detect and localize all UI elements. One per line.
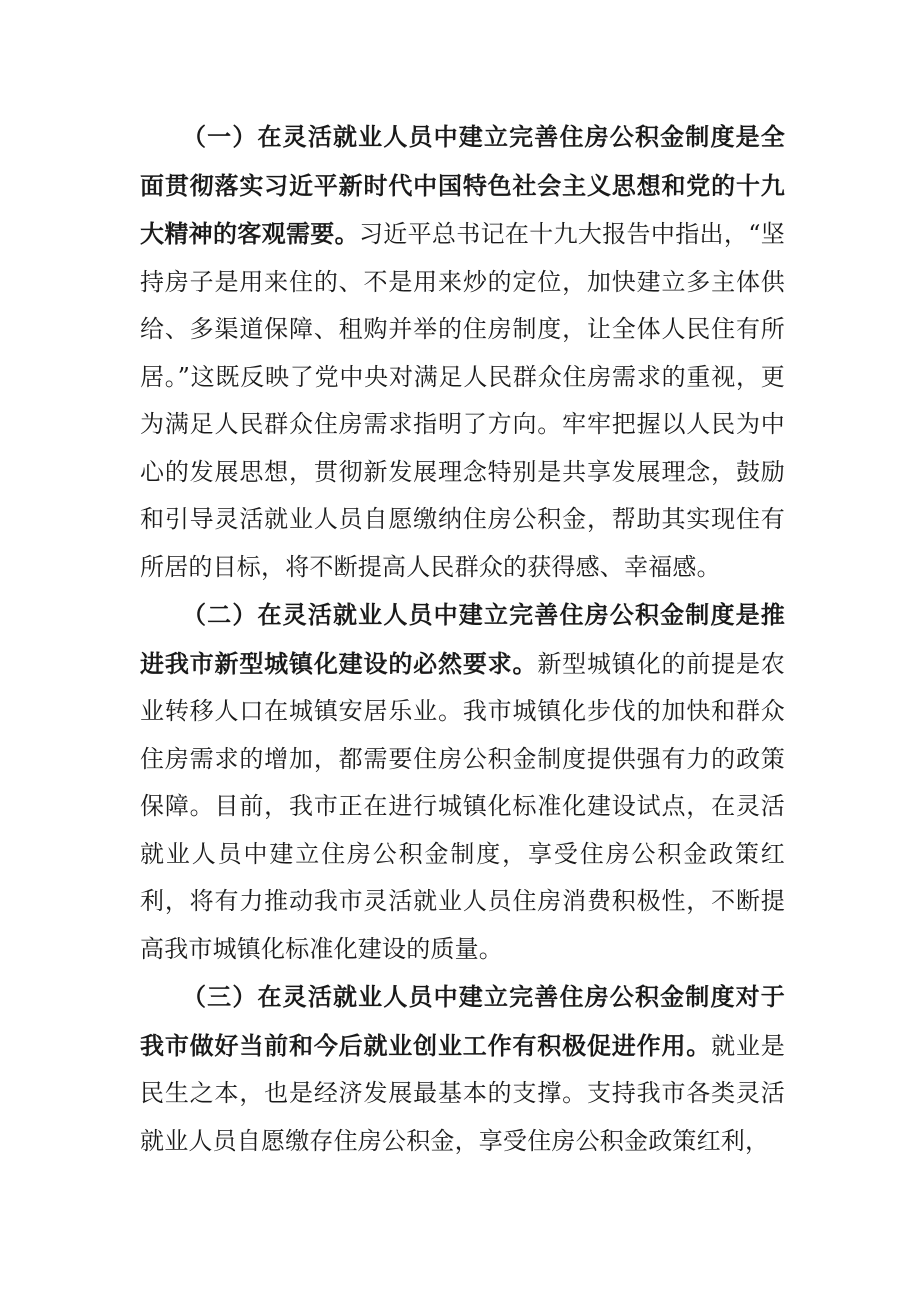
document-page xyxy=(140,113,785,1165)
paragraph-3-heading: （三）在灵活就业人员中建立完善住房公积金制度对于我市做好当前和今后就业创业工作有积极促进作用。 xyxy=(140,982,785,1060)
paragraph-1-body: 习近平总书记在十九大报告中指出，“坚持房子是用来住的、不是用来炒的定位，加快建立多主体供给、多渠道保障、租购并举的住房制度，让全体人民住有所居。”这既反映了党中央对满足人民群众住房需求的重视，更为满足人民群众住房需求指明了方向。牢牢把握以人民为中心的发展思想，贯彻新发展理念特别是共享发展理念，鼓励和引导灵活就业人员自愿缴纳住房公积金，帮助其实现住有所居的目标，将不断提高人民群众的获得感、幸福感。 xyxy=(140,220,785,581)
paragraph-2-heading: （二）在灵活就业人员中建立完善住房公积金制度是推进我市新型城镇化建设的必然要求。 xyxy=(140,600,785,678)
paragraph-3-body: 就业是民生之本，也是经济发展最基本的支撑。支持我市各类灵活就业人员自愿缴存住房公积金，享受住房公积金政策红利， xyxy=(140,1031,785,1155)
paragraph-2 xyxy=(140,591,785,973)
paragraph-1 xyxy=(140,113,785,591)
paragraph-1-heading: （一）在灵活就业人员中建立完善住房公积金制度是全面贯彻落实习近平新时代中国特色社会主义思想和党的十九大精神的客观需要。 xyxy=(140,122,785,248)
paragraph-3 xyxy=(140,973,785,1165)
paragraph-2-body: 新型城镇化的前提是农业转移人口在城镇安居乐业。我市城镇化步伐的加快和群众住房需求的增加，都需要住房公积金制度提供强有力的政策保障。目前，我市正在进行城镇化标准化建设试点，在灵活就业人员中建立住房公积金制度，享受住房公积金政策红利，将有力推动我市灵活就业人员住房消费积极性，不断提高我市城镇化标准化建设的质量。 xyxy=(140,649,785,963)
